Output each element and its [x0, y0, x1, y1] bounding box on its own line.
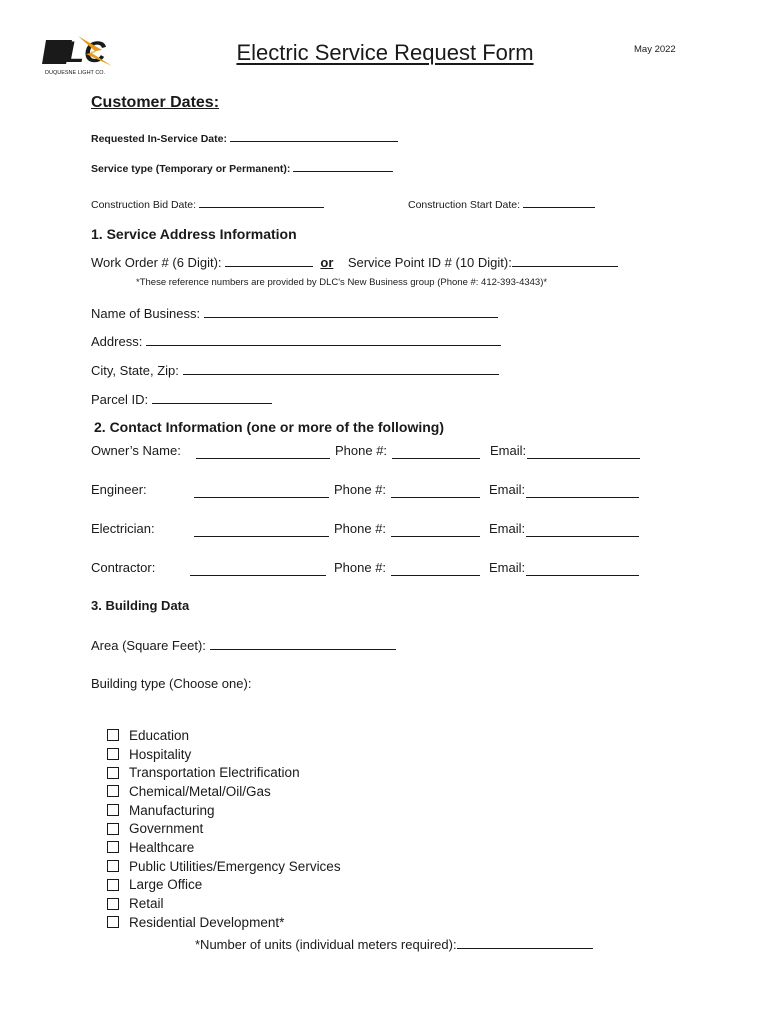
- form-date: May 2022: [634, 44, 676, 55]
- business-name-row: [91, 305, 498, 321]
- construction-bid-label: Construction Bid Date:: [91, 199, 197, 211]
- option-education[interactable]: [107, 726, 341, 745]
- electrician-phone-label: Phone #:: [334, 521, 387, 536]
- construction-start-field[interactable]: [523, 195, 595, 208]
- engineer-email-label: Email:: [489, 482, 526, 497]
- construction-start-row: [408, 195, 595, 211]
- checkbox[interactable]: [107, 916, 119, 928]
- option-large-office[interactable]: [107, 876, 341, 895]
- service-type-row: [91, 159, 393, 175]
- option-chemical[interactable]: [107, 782, 341, 801]
- city-state-zip-label: City, State, Zip:: [91, 363, 179, 378]
- option-hospitality[interactable]: [107, 745, 341, 764]
- option-label: Hospitality: [129, 746, 192, 762]
- area-label: Area (Square Feet):: [91, 638, 206, 653]
- option-public-utilities[interactable]: [107, 857, 341, 876]
- service-point-field[interactable]: [512, 254, 618, 267]
- owner-email-field[interactable]: [527, 446, 640, 459]
- option-label: Government: [129, 821, 204, 837]
- option-label: Large Office: [129, 877, 203, 893]
- service-type-field[interactable]: [293, 159, 393, 172]
- units-field[interactable]: [457, 936, 593, 949]
- address-field[interactable]: [146, 333, 501, 346]
- contact-engineer-label: Engineer:: [91, 482, 147, 497]
- option-label: Manufacturing: [129, 802, 215, 818]
- construction-bid-row: [91, 195, 324, 211]
- electrician-email-field[interactable]: [526, 524, 639, 537]
- work-order-label: Work Order # (6 Digit):: [91, 255, 222, 270]
- svg-text:DUQUESNE LIGHT CO.: DUQUESNE LIGHT CO.: [45, 70, 106, 76]
- section2-heading: 2. Contact Information (one or more of the following): [94, 419, 444, 435]
- contractor-email-field[interactable]: [526, 563, 639, 576]
- electrician-name-field[interactable]: [194, 524, 329, 537]
- checkbox[interactable]: [107, 804, 119, 816]
- building-type-label: Building type (Choose one):: [91, 676, 252, 691]
- contractor-name-field[interactable]: [190, 563, 326, 576]
- area-field[interactable]: [210, 637, 396, 650]
- construction-start-label: Construction Start Date:: [408, 199, 521, 211]
- option-government[interactable]: [107, 819, 341, 838]
- business-name-label: Name of Business:: [91, 306, 201, 321]
- checkbox[interactable]: [107, 879, 119, 891]
- owner-email-label: Email:: [490, 443, 527, 458]
- checkbox[interactable]: [107, 823, 119, 835]
- option-label: Education: [129, 727, 190, 743]
- owner-phone-field[interactable]: [392, 446, 480, 459]
- checkbox[interactable]: [107, 898, 119, 910]
- checkbox[interactable]: [107, 785, 119, 797]
- parcel-id-field[interactable]: [152, 391, 272, 404]
- parcel-id-row: [91, 391, 272, 407]
- checkbox[interactable]: [107, 729, 119, 741]
- address-row: [91, 333, 501, 349]
- units-row: [195, 936, 593, 952]
- option-transportation[interactable]: [107, 763, 341, 782]
- checkbox[interactable]: [107, 767, 119, 779]
- engineer-email-field[interactable]: [526, 485, 639, 498]
- option-manufacturing[interactable]: [107, 801, 341, 820]
- option-residential[interactable]: [107, 913, 341, 932]
- checkbox[interactable]: [107, 841, 119, 853]
- checkbox[interactable]: [107, 860, 119, 872]
- section3-heading: 3. Building Data: [91, 598, 190, 613]
- service-point-label: Service Point ID # (10 Digit):: [347, 255, 512, 270]
- units-label: *Number of units (individual meters required):: [195, 937, 457, 952]
- contractor-email-label: Email:: [489, 560, 526, 575]
- business-name-field[interactable]: [204, 305, 498, 318]
- requested-in-service-field[interactable]: [230, 129, 398, 142]
- option-retail[interactable]: [107, 894, 341, 913]
- contractor-phone-label: Phone #:: [334, 560, 387, 575]
- option-label: Retail: [129, 896, 164, 912]
- construction-bid-field[interactable]: [199, 195, 324, 208]
- building-type-options: [107, 726, 341, 932]
- reference-note: *These reference numbers are provided by DLC's New Business group (Phone #: 412-393-4343)*: [136, 277, 548, 288]
- engineer-phone-label: Phone #:: [334, 482, 387, 497]
- contact-owner-label: Owner’s Name:: [91, 443, 181, 458]
- contractor-phone-field[interactable]: [391, 563, 480, 576]
- owner-phone-label: Phone #:: [335, 443, 388, 458]
- or-text: or: [320, 255, 334, 270]
- work-order-field[interactable]: [225, 254, 313, 267]
- option-label: Chemical/Metal/Oil/Gas: [129, 783, 271, 799]
- address-label: Address:: [91, 334, 143, 349]
- engineer-name-field[interactable]: [194, 485, 329, 498]
- contact-electrician-label: Electrician:: [91, 521, 155, 536]
- contact-contractor-label: Contractor:: [91, 560, 156, 575]
- option-label: Transportation Electrification: [129, 765, 300, 781]
- option-healthcare[interactable]: [107, 838, 341, 857]
- option-label: Residential Development*: [129, 914, 285, 930]
- city-state-zip-field[interactable]: [183, 362, 499, 375]
- parcel-id-label: Parcel ID:: [91, 392, 149, 407]
- checkbox[interactable]: [107, 748, 119, 760]
- section1-heading: 1. Service Address Information: [91, 226, 297, 242]
- form-title: Electric Service Request Form: [236, 40, 534, 65]
- option-label: Healthcare: [129, 839, 195, 855]
- city-state-zip-row: [91, 362, 499, 378]
- requested-in-service-label: Requested In-Service Date:: [91, 133, 227, 145]
- electrician-email-label: Email:: [489, 521, 526, 536]
- requested-in-service-row: [91, 129, 398, 145]
- svg-text:DLC: DLC: [44, 36, 106, 69]
- customer-dates-heading: Customer Dates:: [91, 94, 220, 111]
- area-row: [91, 637, 396, 653]
- engineer-phone-field[interactable]: [391, 485, 480, 498]
- electrician-phone-field[interactable]: [391, 524, 480, 537]
- option-label: Public Utilities/Emergency Services: [129, 858, 341, 874]
- work-order-row: [91, 254, 618, 270]
- owner-name-field[interactable]: [196, 446, 330, 459]
- service-type-label: Service type (Temporary or Permanent):: [91, 163, 291, 175]
